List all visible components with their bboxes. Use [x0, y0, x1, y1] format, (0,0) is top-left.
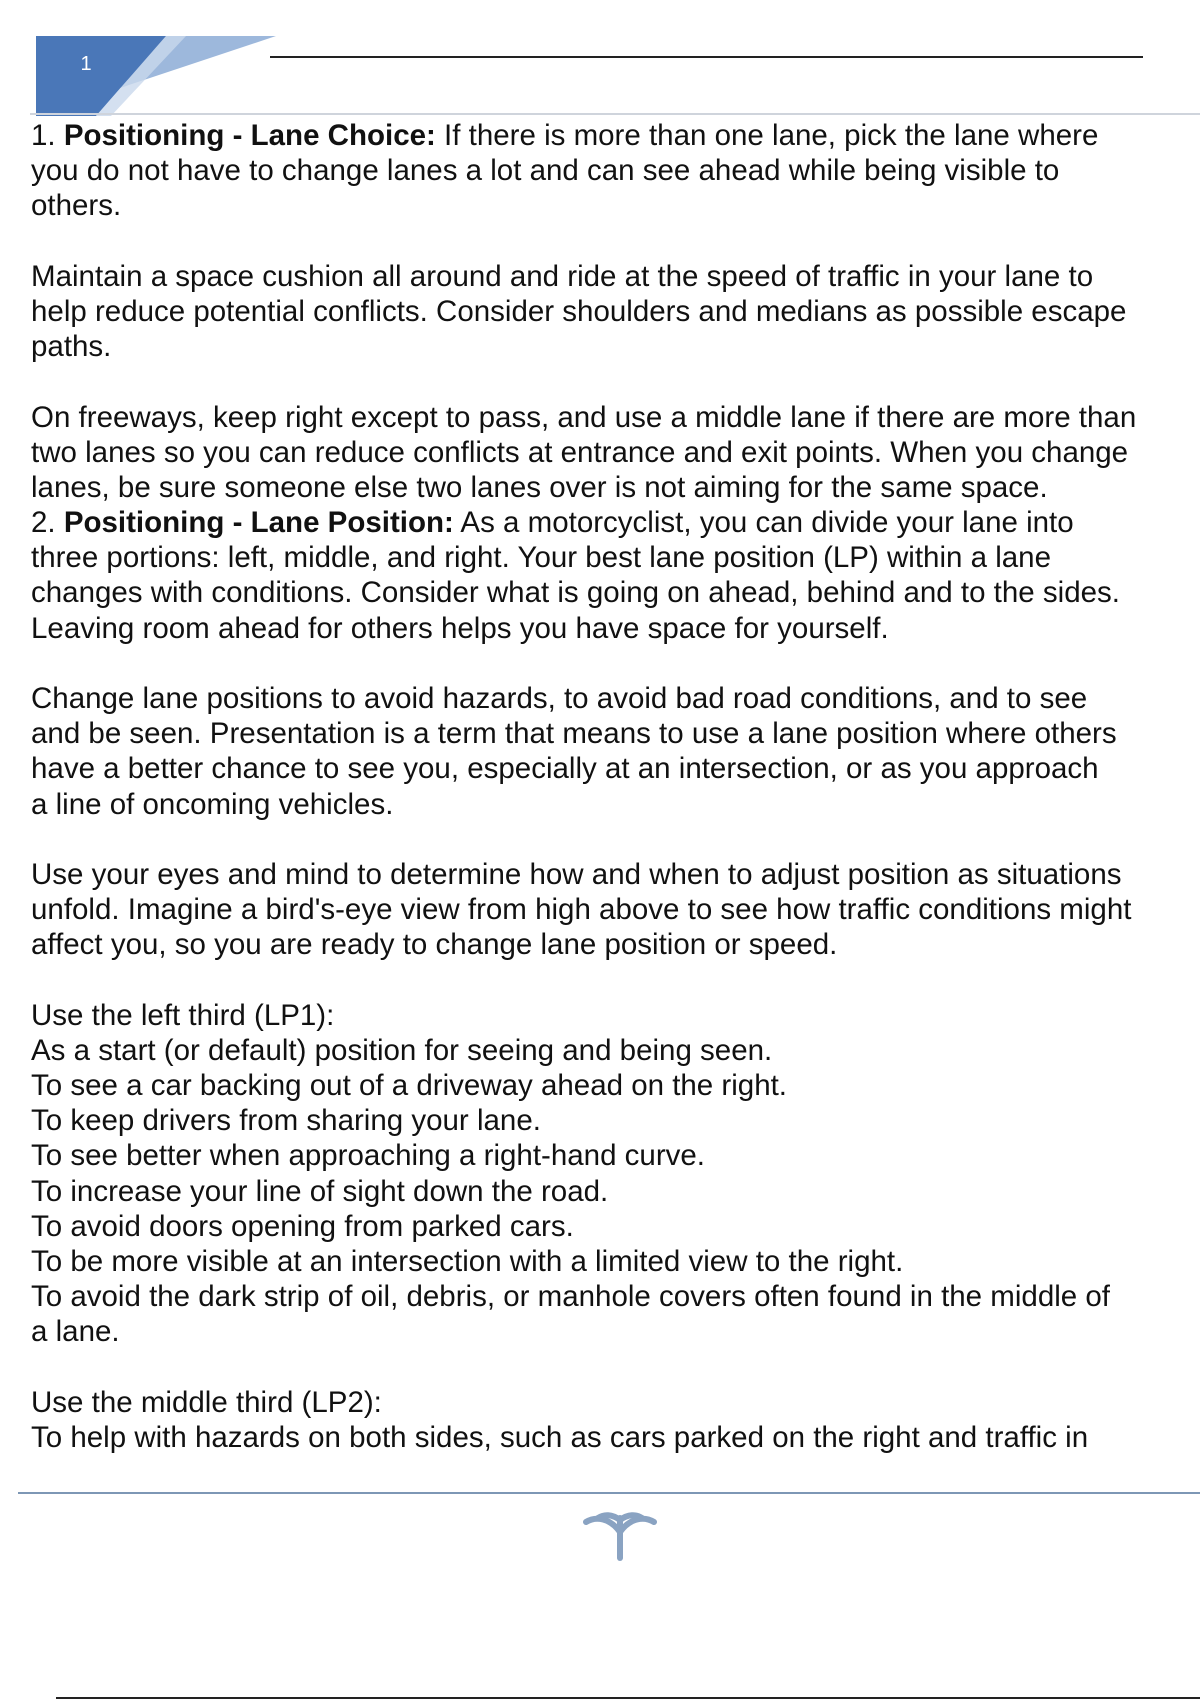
fleur-emblem-icon: [582, 1508, 658, 1564]
header-underline: [30, 113, 1200, 115]
paragraph-gap: [31, 646, 1200, 681]
page-number: 1: [80, 53, 92, 75]
text-line: [31, 505, 1200, 540]
paragraph-gap: [31, 963, 1200, 998]
text-line: On freeways, keep right except to pass, and use a middle lane if there are more than: [31, 400, 1137, 434]
section-heading-lane-choice: Positioning - Lane Choice:: [63, 119, 436, 152]
paragraph-gap: [31, 822, 1200, 857]
text-line: and be seen. Presentation is a term that means to use a lane position where others: [31, 717, 1117, 751]
text-line: Leaving room ahead for others helps you have space for yourself.: [31, 611, 889, 645]
list-item: To increase your line of sight down the road.: [31, 1174, 609, 1208]
item-text: If there is more than one lane, pick the lane where: [435, 119, 1099, 152]
text-line: you do not have to change lanes a lot and can see ahead while being visible to: [31, 154, 1060, 188]
list-item: To be more visible at an intersection with a limited view to the right.: [31, 1245, 904, 1278]
text-line: [31, 118, 1200, 153]
document-body: [31, 118, 1200, 1463]
section-heading-lane-position: Positioning - Lane Position:: [63, 506, 454, 540]
text-line: affect you, so you are ready to change lane position or speed.: [31, 928, 838, 962]
list-item: To avoid doors opening from parked cars.: [31, 1209, 574, 1243]
list-item: To help with hazards on both sides, such as cars parked on the right and traffic in: [31, 1420, 1089, 1454]
text-line: a line of oncoming vehicles.: [31, 787, 394, 821]
item-number: 2.: [31, 506, 56, 540]
list-heading-lp1: Use the left third (LP1):: [31, 998, 335, 1032]
text-line: paths.: [31, 330, 112, 364]
footer-rule: [18, 1492, 1200, 1494]
header-ribbon: [36, 36, 276, 116]
list-item: To see a car backing out of a driveway ahead on the right.: [31, 1069, 787, 1103]
header-rule: [270, 56, 1143, 58]
text-line: Change lane positions to avoid hazards, to avoid bad road conditions, and to see: [31, 682, 1088, 715]
item-number: 1.: [31, 119, 56, 152]
list-item: To avoid the dark strip of oil, debris, or manhole covers often found in the middle of: [31, 1280, 1110, 1314]
bottom-rule: [56, 1697, 1200, 1699]
text-line: others.: [31, 189, 122, 223]
text-line: lanes, be sure someone else two lanes over is not aiming for the same space.: [31, 470, 1048, 504]
text-line: have a better chance to see you, especially at an intersection, or as you approach: [31, 752, 1099, 786]
paragraph-gap: [31, 364, 1200, 399]
text-line: changes with conditions. Consider what is going on ahead, behind and to the sides.: [31, 576, 1120, 610]
text-line: unfold. Imagine a bird's-eye view from high above to see how traffic conditions might: [31, 893, 1132, 927]
list-heading-lp2: Use the middle third (LP2):: [31, 1385, 382, 1419]
text-line: two lanes so you can reduce conflicts at entrance and exit points. When you change: [31, 435, 1129, 469]
paragraph-gap: [31, 1350, 1200, 1385]
list-item: To keep drivers from sharing your lane.: [31, 1104, 541, 1138]
text-line: help reduce potential conflicts. Consider shoulders and medians as possible escape: [31, 294, 1127, 328]
page-header: [0, 0, 1200, 120]
text-line: three portions: left, middle, and right. Your best lane position (LP) within a lane: [31, 541, 1051, 575]
list-item: To see better when approaching a right-hand curve.: [31, 1139, 706, 1173]
list-item: a lane.: [31, 1315, 120, 1349]
text-line: Maintain a space cushion all around and ride at the speed of traffic in your lane to: [31, 259, 1094, 293]
paragraph-gap: [31, 224, 1200, 259]
list-item: As a start (or default) position for seeing and being seen.: [31, 1033, 773, 1067]
item-text: As a motorcyclist, you can divide your lane into: [453, 506, 1074, 540]
text-line: Use your eyes and mind to determine how and when to adjust position as situations: [31, 857, 1122, 891]
